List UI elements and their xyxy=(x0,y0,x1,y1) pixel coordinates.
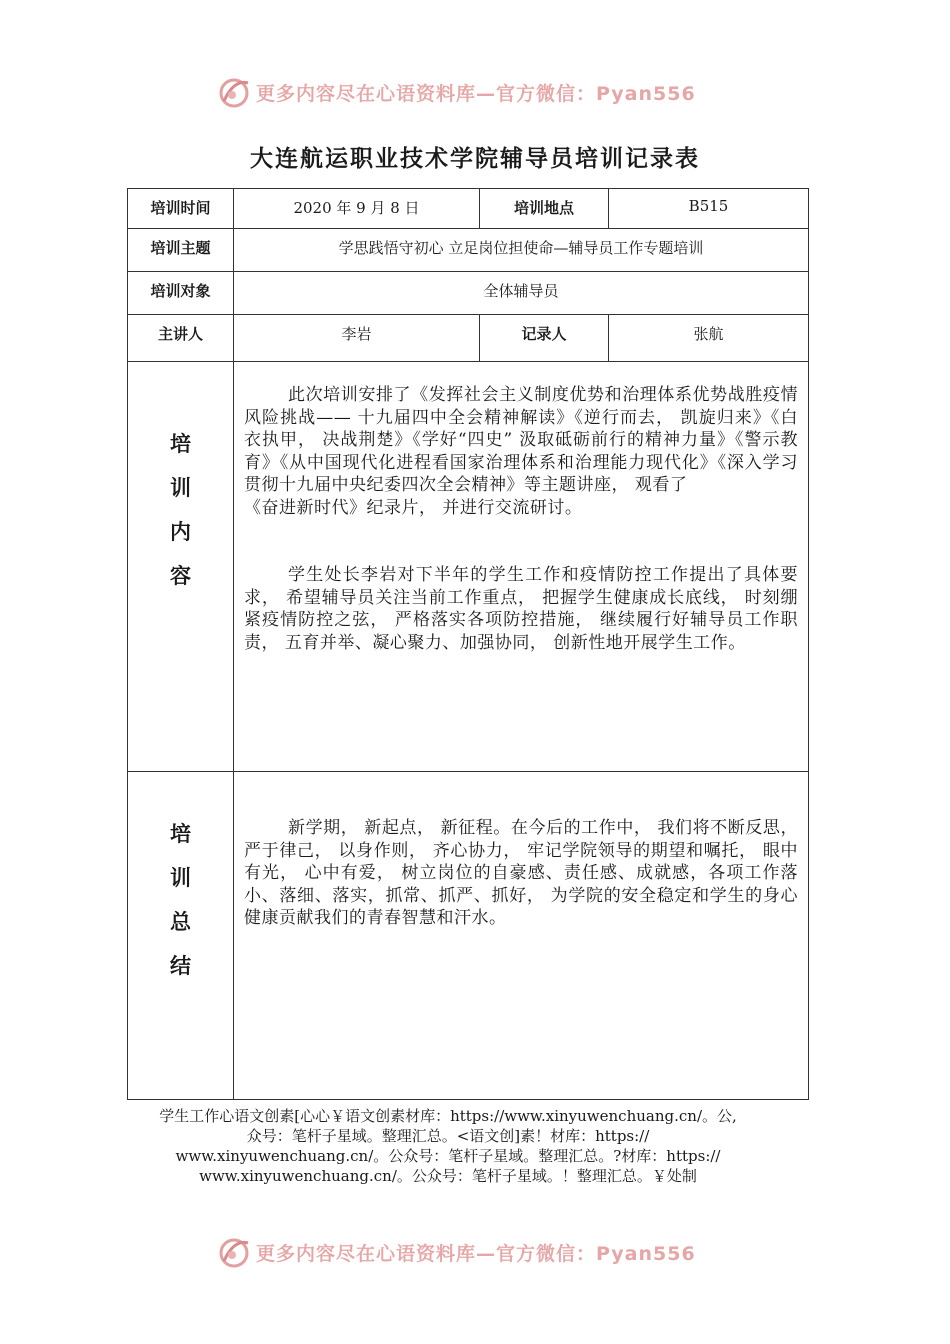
footer-line: www.xinyuwenchuang.cn/。公众号：笔杆子星域。！整理汇总。￥处制 xyxy=(199,1167,697,1185)
footer-line: 学生工作心语文创素[心心￥语文创素材库：https://www.xinyuwenchuang.cn/。公, xyxy=(159,1107,737,1125)
content-label-char: 培 xyxy=(170,432,191,456)
content-label xyxy=(128,362,233,598)
training-record-table xyxy=(127,188,809,1100)
summary-label-char: 总 xyxy=(170,910,191,934)
time-value: 2020 年 9 月 8 日 xyxy=(234,189,480,229)
row-time-place xyxy=(128,189,809,229)
topic-label: 培训主题 xyxy=(128,229,234,272)
content-paragraph-1b: 《奋进新时代》纪录片， 并进行交流研讨。 xyxy=(244,497,583,518)
content-label-cell xyxy=(128,362,234,772)
content-text xyxy=(234,362,808,654)
brush-stroke-logo-icon xyxy=(218,75,252,109)
speaker-value: 李岩 xyxy=(234,315,480,362)
content-label-char: 容 xyxy=(170,564,191,588)
summary-label-cell xyxy=(128,772,234,1100)
time-label: 培训时间 xyxy=(128,189,234,229)
content-label-char: 内 xyxy=(170,520,191,544)
brush-stroke-logo-icon xyxy=(218,1235,252,1269)
summary-cell xyxy=(234,772,809,1100)
content-paragraph-2: 学生处长李岩对下半年的学生工作和疫情防控工作提出了具体要求， 希望辅导员关注当前工作重点， 把握学生健康成长底线， 时刻绷紧疫情防控之弦， 严格落实各项防控措施， 继续履行好辅导员工作职责， 五育并举、凝心聚力、加强协同， 创新性地开展学生工作。 xyxy=(244,565,798,653)
content-cell xyxy=(234,362,809,772)
place-label: 培训地点 xyxy=(480,189,609,229)
target-value: 全体辅导员 xyxy=(234,272,809,315)
summary-label-char: 培 xyxy=(170,822,191,846)
row-content xyxy=(128,362,809,772)
summary-text xyxy=(234,772,808,930)
row-speaker-recorder xyxy=(128,315,809,362)
row-topic xyxy=(128,229,809,272)
top-banner xyxy=(218,72,738,112)
place-value: B515 xyxy=(609,189,809,229)
content-paragraph-1: 此次培训安排了《发挥社会主义制度优势和治理体系优势战胜疫情风险挑战—— 十九届四中全会精神解读》《逆行而去， 凯旋归来》《白衣执甲， 决战荆楚》《学好“四史” 汲取砥砺前行的精神力量》《警示教育》《从中国现代化进程看国家治理体系和治理能力现代化》《深入学习贯彻十九届中央纪委四次全会精神》等主题讲座， 观看了 xyxy=(244,385,798,495)
banner-text: 更多内容尽在心语资料库—官方微信：Pyan556 xyxy=(256,82,696,105)
footer-line: 众号：笔杆子星域。整理汇总。<语文创]素！材库：https:// xyxy=(246,1127,650,1145)
page-title: 大连航运职业技术学院辅导员培训记录表 xyxy=(250,146,700,172)
recorder-label: 记录人 xyxy=(480,315,609,362)
summary-label-char: 结 xyxy=(170,954,191,978)
row-summary xyxy=(128,772,809,1100)
summary-label-char: 训 xyxy=(170,866,191,890)
target-label: 培训对象 xyxy=(128,272,234,315)
footer-watermark-text xyxy=(118,1106,778,1186)
banner-text: 更多内容尽在心语资料库—官方微信：Pyan556 xyxy=(256,1242,696,1265)
summary-label xyxy=(128,772,233,988)
recorder-value: 张航 xyxy=(609,315,809,362)
content-label-char: 训 xyxy=(170,476,191,500)
speaker-label: 主讲人 xyxy=(128,315,234,362)
row-target xyxy=(128,272,809,315)
footer-line: www.xinyuwenchuang.cn/。公众号：笔杆子星域。整理汇总。?材库：https:// xyxy=(175,1147,721,1165)
summary-paragraph: 新学期， 新起点， 新征程。在今后的工作中， 我们将不断反思， 严于律己， 以身作则， 齐心协力， 牢记学院领导的期望和嘱托， 眼中有光， 心中有爱， 树立岗位的自豪感、责任感、成就感，各项工作落小、落细、落实，抓常、抓严、抓好， 为学院的安全稳定和学生的身心健康贡献我们的青春智慧和汗水。 xyxy=(244,818,798,928)
bottom-banner xyxy=(218,1232,738,1272)
topic-value: 学思践悟守初心 立足岗位担使命—辅导员工作专题培训 xyxy=(234,229,809,272)
